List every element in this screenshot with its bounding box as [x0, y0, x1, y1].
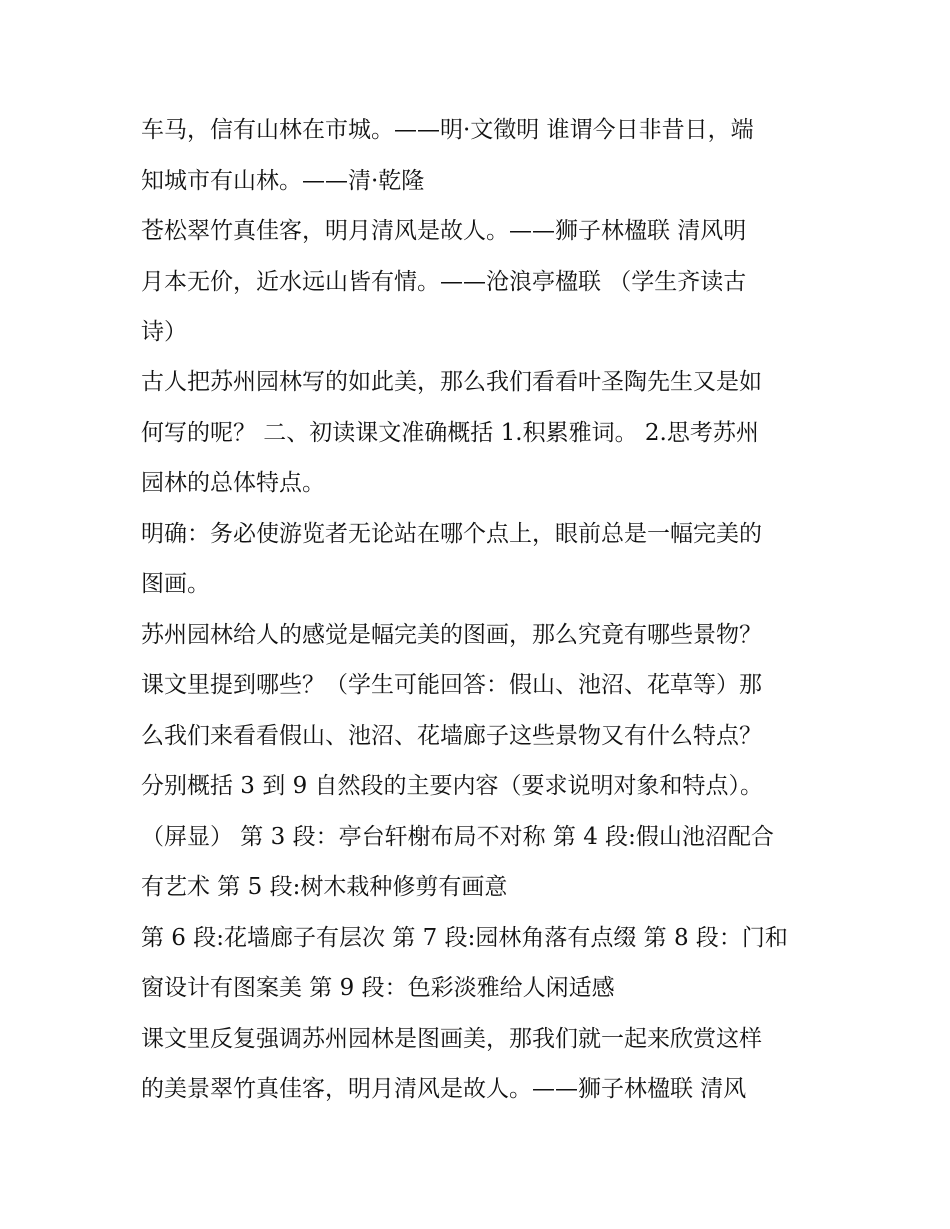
- text-line: 分别概括 3 到 9 自然段的主要内容（要求说明对象和特点）。: [141, 773, 764, 799]
- text-line: 古人把苏州园林写的如此美，那么我们看看叶圣陶先生又是如: [141, 369, 762, 395]
- text-line: 窗设计有图案美 第 9 段：色彩淡雅给人闲适感: [141, 975, 615, 1001]
- text-line: 月本无价，近水远山皆有情。——沧浪亭楹联 （学生齐读古: [141, 269, 747, 295]
- text-line: 知城市有山林。——清·乾隆: [141, 168, 425, 194]
- text-line: 车马，信有山林在市城。——明·文徵明 谁谓今日非昔日，端: [141, 117, 754, 143]
- text-line: 诗）: [141, 319, 187, 345]
- text-line: 的美景翠竹真佳客，明月清风是故人。——狮子林楹联 清风: [141, 1076, 747, 1102]
- text-line: （屏显） 第 3 段：亭台轩榭布局不对称 第 4 段:假山池沼配合: [141, 824, 774, 850]
- text-line: 苍松翠竹真佳客，明月清风是故人。——狮子林楹联 清风明: [141, 218, 747, 244]
- text-line: 图画。: [141, 571, 210, 597]
- text-line: 苏州园林给人的感觉是幅完美的图画，那么究竟有哪些景物？: [141, 622, 762, 648]
- text-line: 第 6 段:花墙廊子有层次 第 7 段:园林角落有点缀 第 8 段：门和: [141, 925, 788, 951]
- text-line: 园林的总体特点。: [141, 470, 325, 496]
- text-line: 课文里提到哪些？（学生可能回答：假山、池沼、花草等）那: [141, 672, 762, 698]
- text-line: 课文里反复强调苏州园林是图画美，那我们就一起来欣赏这样: [141, 1026, 762, 1052]
- text-line: 何写的呢？ 二、初读课文准确概括 1.积累雅词。 2.思考苏州: [141, 420, 759, 446]
- text-line: 么我们来看看假山、池沼、花墙廊子这些景物又有什么特点？: [141, 723, 762, 749]
- text-line: 明确：务必使游览者无论站在哪个点上，眼前总是一幅完美的: [141, 521, 762, 547]
- text-line: 有艺术 第 5 段:树木栽种修剪有画意: [141, 874, 508, 900]
